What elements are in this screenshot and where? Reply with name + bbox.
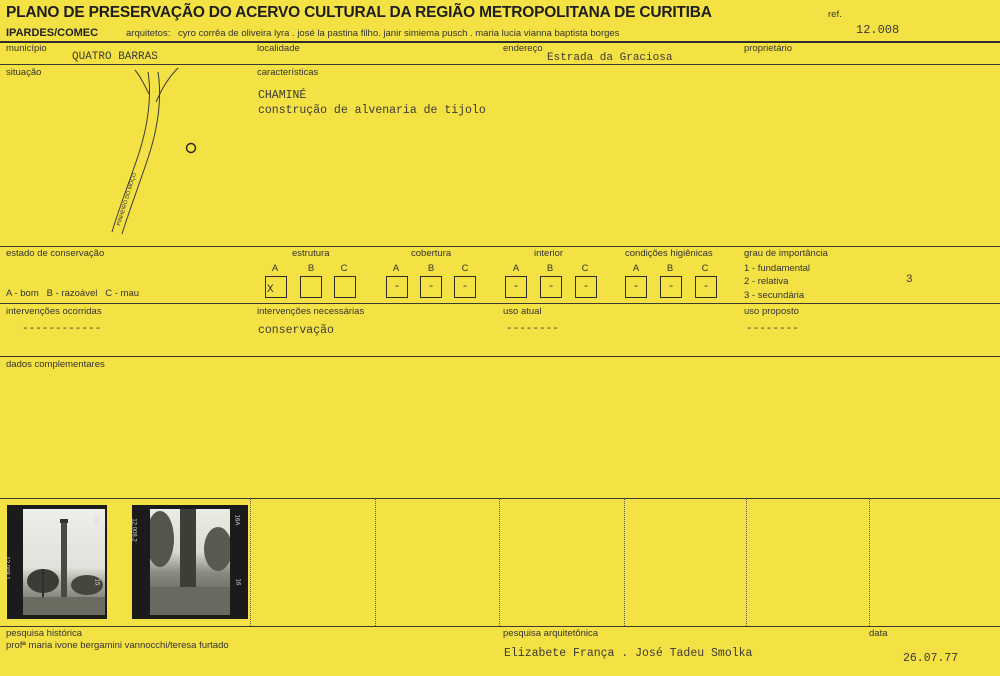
group-higienicas-name: condições higiênicas bbox=[625, 248, 713, 259]
interior-col-a: A bbox=[512, 263, 520, 274]
intervencoes-ocorridas-value: ------------ bbox=[22, 323, 102, 335]
higienicas-box-a[interactable]: - bbox=[625, 276, 647, 298]
uso-atual-label: uso atual bbox=[503, 306, 542, 317]
data-label: data bbox=[869, 628, 888, 639]
dados-complementares-label: dados complementares bbox=[6, 359, 105, 370]
interior-box-a[interactable]: - bbox=[505, 276, 527, 298]
caracteristicas-line1: CHAMINÉ bbox=[258, 89, 307, 102]
photo-2-edge-bottom: 16 bbox=[234, 578, 241, 586]
caracteristicas-line2: construção de alvenaria de tijolo bbox=[258, 104, 486, 117]
pesquisa-arquitetonica-value: Elizabete França . José Tadeu Smolka bbox=[504, 647, 753, 660]
estrutura-box-c[interactable] bbox=[334, 276, 356, 298]
page-title: PLANO DE PRESERVAÇÃO DO ACERVO CULTURAL DA REGIÃO METROPOLITANA DE CURITIBA bbox=[6, 4, 712, 21]
caracteristicas-label: características bbox=[257, 67, 319, 78]
intervencoes-ocorridas-label: intervenções ocorridas bbox=[6, 306, 102, 317]
photo-2-side-code: 12.008.2 bbox=[130, 518, 137, 542]
uso-atual-value: -------- bbox=[506, 323, 559, 335]
importancia-label: grau de importância bbox=[744, 248, 828, 259]
situacao-label: situação bbox=[6, 67, 42, 78]
cobertura-col-b: B bbox=[427, 263, 435, 274]
ref-value: 12.008 bbox=[856, 23, 900, 37]
importancia-option-2: 2 - relativa bbox=[744, 276, 789, 287]
endereco-label: endereço bbox=[503, 43, 543, 54]
higienicas-box-b[interactable]: - bbox=[660, 276, 682, 298]
proprietario-label: proprietário bbox=[744, 43, 793, 54]
situation-map bbox=[100, 66, 240, 242]
endereco-value: Estrada da Graciosa bbox=[547, 52, 673, 64]
photo-2-edge-top: 16A bbox=[233, 514, 240, 526]
chimney-base-photo bbox=[150, 509, 230, 615]
higienicas-col-a: A bbox=[632, 263, 640, 274]
uso-proposto-label: uso proposto bbox=[744, 306, 799, 317]
group-estrutura-name: estrutura bbox=[292, 248, 330, 259]
ref-label: ref. bbox=[828, 9, 842, 20]
higienicas-box-c[interactable]: - bbox=[695, 276, 717, 298]
intervencoes-necessarias-value: conservação bbox=[258, 324, 334, 337]
estrutura-box-b[interactable] bbox=[300, 276, 322, 298]
group-interior-name: interior bbox=[534, 248, 564, 259]
photo-1-edge-top: 15A bbox=[92, 514, 99, 526]
interior-box-b[interactable]: - bbox=[540, 276, 562, 298]
higienicas-col-b: B bbox=[666, 263, 674, 274]
cobertura-col-c: C bbox=[461, 263, 469, 274]
pesquisa-arquitetonica-label: pesquisa arquitetônica bbox=[503, 628, 599, 639]
map-road-label: PINHEIRO DO MOÇO bbox=[116, 172, 138, 227]
interior-col-c: C bbox=[581, 263, 589, 274]
cobertura-box-b[interactable]: - bbox=[420, 276, 442, 298]
architects-label: arquitetos: bbox=[126, 28, 171, 39]
pesquisa-historica-label: pesquisa histórica bbox=[6, 628, 83, 639]
chimney-location-marker bbox=[184, 141, 198, 155]
higienicas-col-c: C bbox=[701, 263, 709, 274]
municipio-label: município bbox=[6, 43, 47, 54]
photo-1-edge-bottom: 15 bbox=[93, 578, 100, 586]
group-cobertura-name: cobertura bbox=[411, 248, 452, 259]
org-name: IPARDES/COMEC bbox=[6, 27, 99, 39]
estrutura-col-b: B bbox=[307, 263, 315, 274]
uso-proposto-value: -------- bbox=[746, 323, 799, 335]
importancia-option-1: 1 - fundamental bbox=[744, 263, 811, 274]
cobertura-box-c[interactable]: - bbox=[454, 276, 476, 298]
estrutura-col-a: A bbox=[271, 263, 279, 274]
data-value: 26.07.77 bbox=[903, 652, 959, 665]
intervencoes-necessarias-label: intervenções necessárias bbox=[257, 306, 365, 317]
pesquisa-historica-value: profª maria ivone bergamini vannocchi/teresa furtado bbox=[6, 640, 229, 651]
localidade-label: localidade bbox=[257, 43, 300, 54]
cobertura-box-a[interactable]: - bbox=[386, 276, 408, 298]
interior-col-b: B bbox=[546, 263, 554, 274]
photo-1-side-code: 12.008.1 bbox=[3, 556, 10, 580]
conservacao-legend: A - bom B - razoável C - mau bbox=[6, 288, 140, 299]
photo-2 bbox=[132, 505, 248, 619]
interior-box-c[interactable]: - bbox=[575, 276, 597, 298]
importancia-value: 3 bbox=[906, 274, 913, 286]
estrutura-col-c: C bbox=[340, 263, 348, 274]
photo-1 bbox=[3, 505, 107, 619]
cobertura-col-a: A bbox=[392, 263, 400, 274]
municipio-value: QUATRO BARRAS bbox=[72, 51, 158, 63]
architects-names: cyro corrêa de oliveira lyra . josé la pastina filho. janir simiema pusch . maria lucia vianna baptista borges bbox=[178, 28, 620, 39]
conservacao-label: estado de conservação bbox=[6, 248, 105, 259]
importancia-option-3: 3 - secundária bbox=[744, 290, 805, 301]
estrutura-box-a[interactable]: X bbox=[265, 276, 287, 298]
